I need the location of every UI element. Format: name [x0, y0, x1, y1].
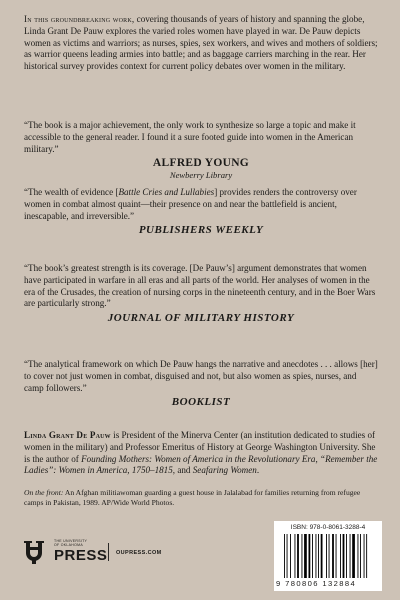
caption-label: On the front: [24, 488, 64, 497]
press-website: OUPRESS.COM [116, 550, 162, 556]
quote-source: JOURNAL OF MILITARY HISTORY [107, 312, 295, 325]
quote-book-title: Battle Cries and Lullabies [118, 187, 215, 197]
university-name: THE UNIVERSITY OF OKLAHOMA [54, 539, 88, 547]
footer [22, 521, 382, 593]
quote-text: “The book’s greatest strength is its coverage. [De Pauw’s] argument demonstrates that women have participated in warfare in all eras and all parts of the world. Her analyses of women in the era of the Crusades, the creation of nursing corps in the nineteenth century, and in the Boer Wars are particularly strong.” [24, 263, 376, 309]
quote-booklist [24, 359, 378, 408]
author-name: Linda Grant De Pauw [24, 430, 111, 440]
quote-publishers-weekly [24, 187, 378, 236]
quote-text: “The book is a major achievement, the only work to synthesize so large a topic and make it accessible to the general reader. I found it a sure footed guide into women in the American military.” [24, 120, 356, 154]
press-wordmark: PRESS [54, 547, 108, 564]
barcode-panel [274, 521, 382, 591]
bio-text: . [256, 465, 260, 476]
intro-lead: In this groundbreaking work, [24, 14, 135, 24]
quote-young [24, 120, 378, 180]
footer-divider [108, 543, 109, 561]
book-title: “Remember the Ladies”: Women in America, 1750–1815 [24, 453, 378, 476]
quote-post: ] provides renders the controversy over women in combat almost quaint—their presence on and near the battlefield is ancient, inescapable, and irreversible.” [24, 187, 357, 221]
quote-pre: “The wealth of evidence [ [24, 187, 119, 197]
quote-institution: Newberry Library [169, 170, 233, 181]
intro-paragraph [24, 14, 378, 73]
bio-text: , [315, 453, 321, 464]
barcode-icon [284, 534, 376, 578]
quote-author: ALFRED YOUNG [152, 157, 250, 170]
quote-source: BOOKLIST [171, 396, 231, 409]
barcode-digits: 9 780806 132884 [276, 579, 357, 588]
cover-photo-credit [24, 488, 378, 507]
author-bio [24, 430, 378, 477]
book-title: Founding Mothers: Women of America in the Revolutionary Era [81, 453, 316, 464]
intro-text: covering thousands of years of history and spanning the globe, Linda Grant De Pauw explores the varied roles women have played in war. De Pauw depicts women as victims and warriors; as nurses, spies, sex workers, and wives and mothers of soldiers; as warrior queens leading armies into battle; and as baggage carriers marching in the rear. Her historical survey provides context for current policy debates over women in the military. [24, 14, 378, 72]
quote-text: “The analytical framework on which De Pauw hangs the narrative and anecdotes . . . allows [her] to cover not just women in combat, disguised and not, but also women as spies, nurses, and camp followers.” [24, 359, 378, 393]
ou-logo-icon [22, 539, 46, 565]
quote-source: PUBLISHERS WEEKLY [138, 224, 264, 237]
bio-text: is President of the Minerva Center (an institution dedicated to studies of women in the military) and Professor Emeritus of History at George Washington University. She is the author of [24, 430, 376, 464]
caption-text: An Afghan militiawoman guarding a guest house in Jalalabad for families returning from refugee camps in Pakistan, 1989. AP/Wide World Photos. [24, 488, 361, 507]
quote-journal-military-history [24, 263, 378, 324]
book-title: Seafaring Women [192, 465, 257, 476]
bio-text: , and [172, 465, 193, 476]
isbn-text: ISBN: 978-0-8061-3288-4 [290, 524, 366, 531]
